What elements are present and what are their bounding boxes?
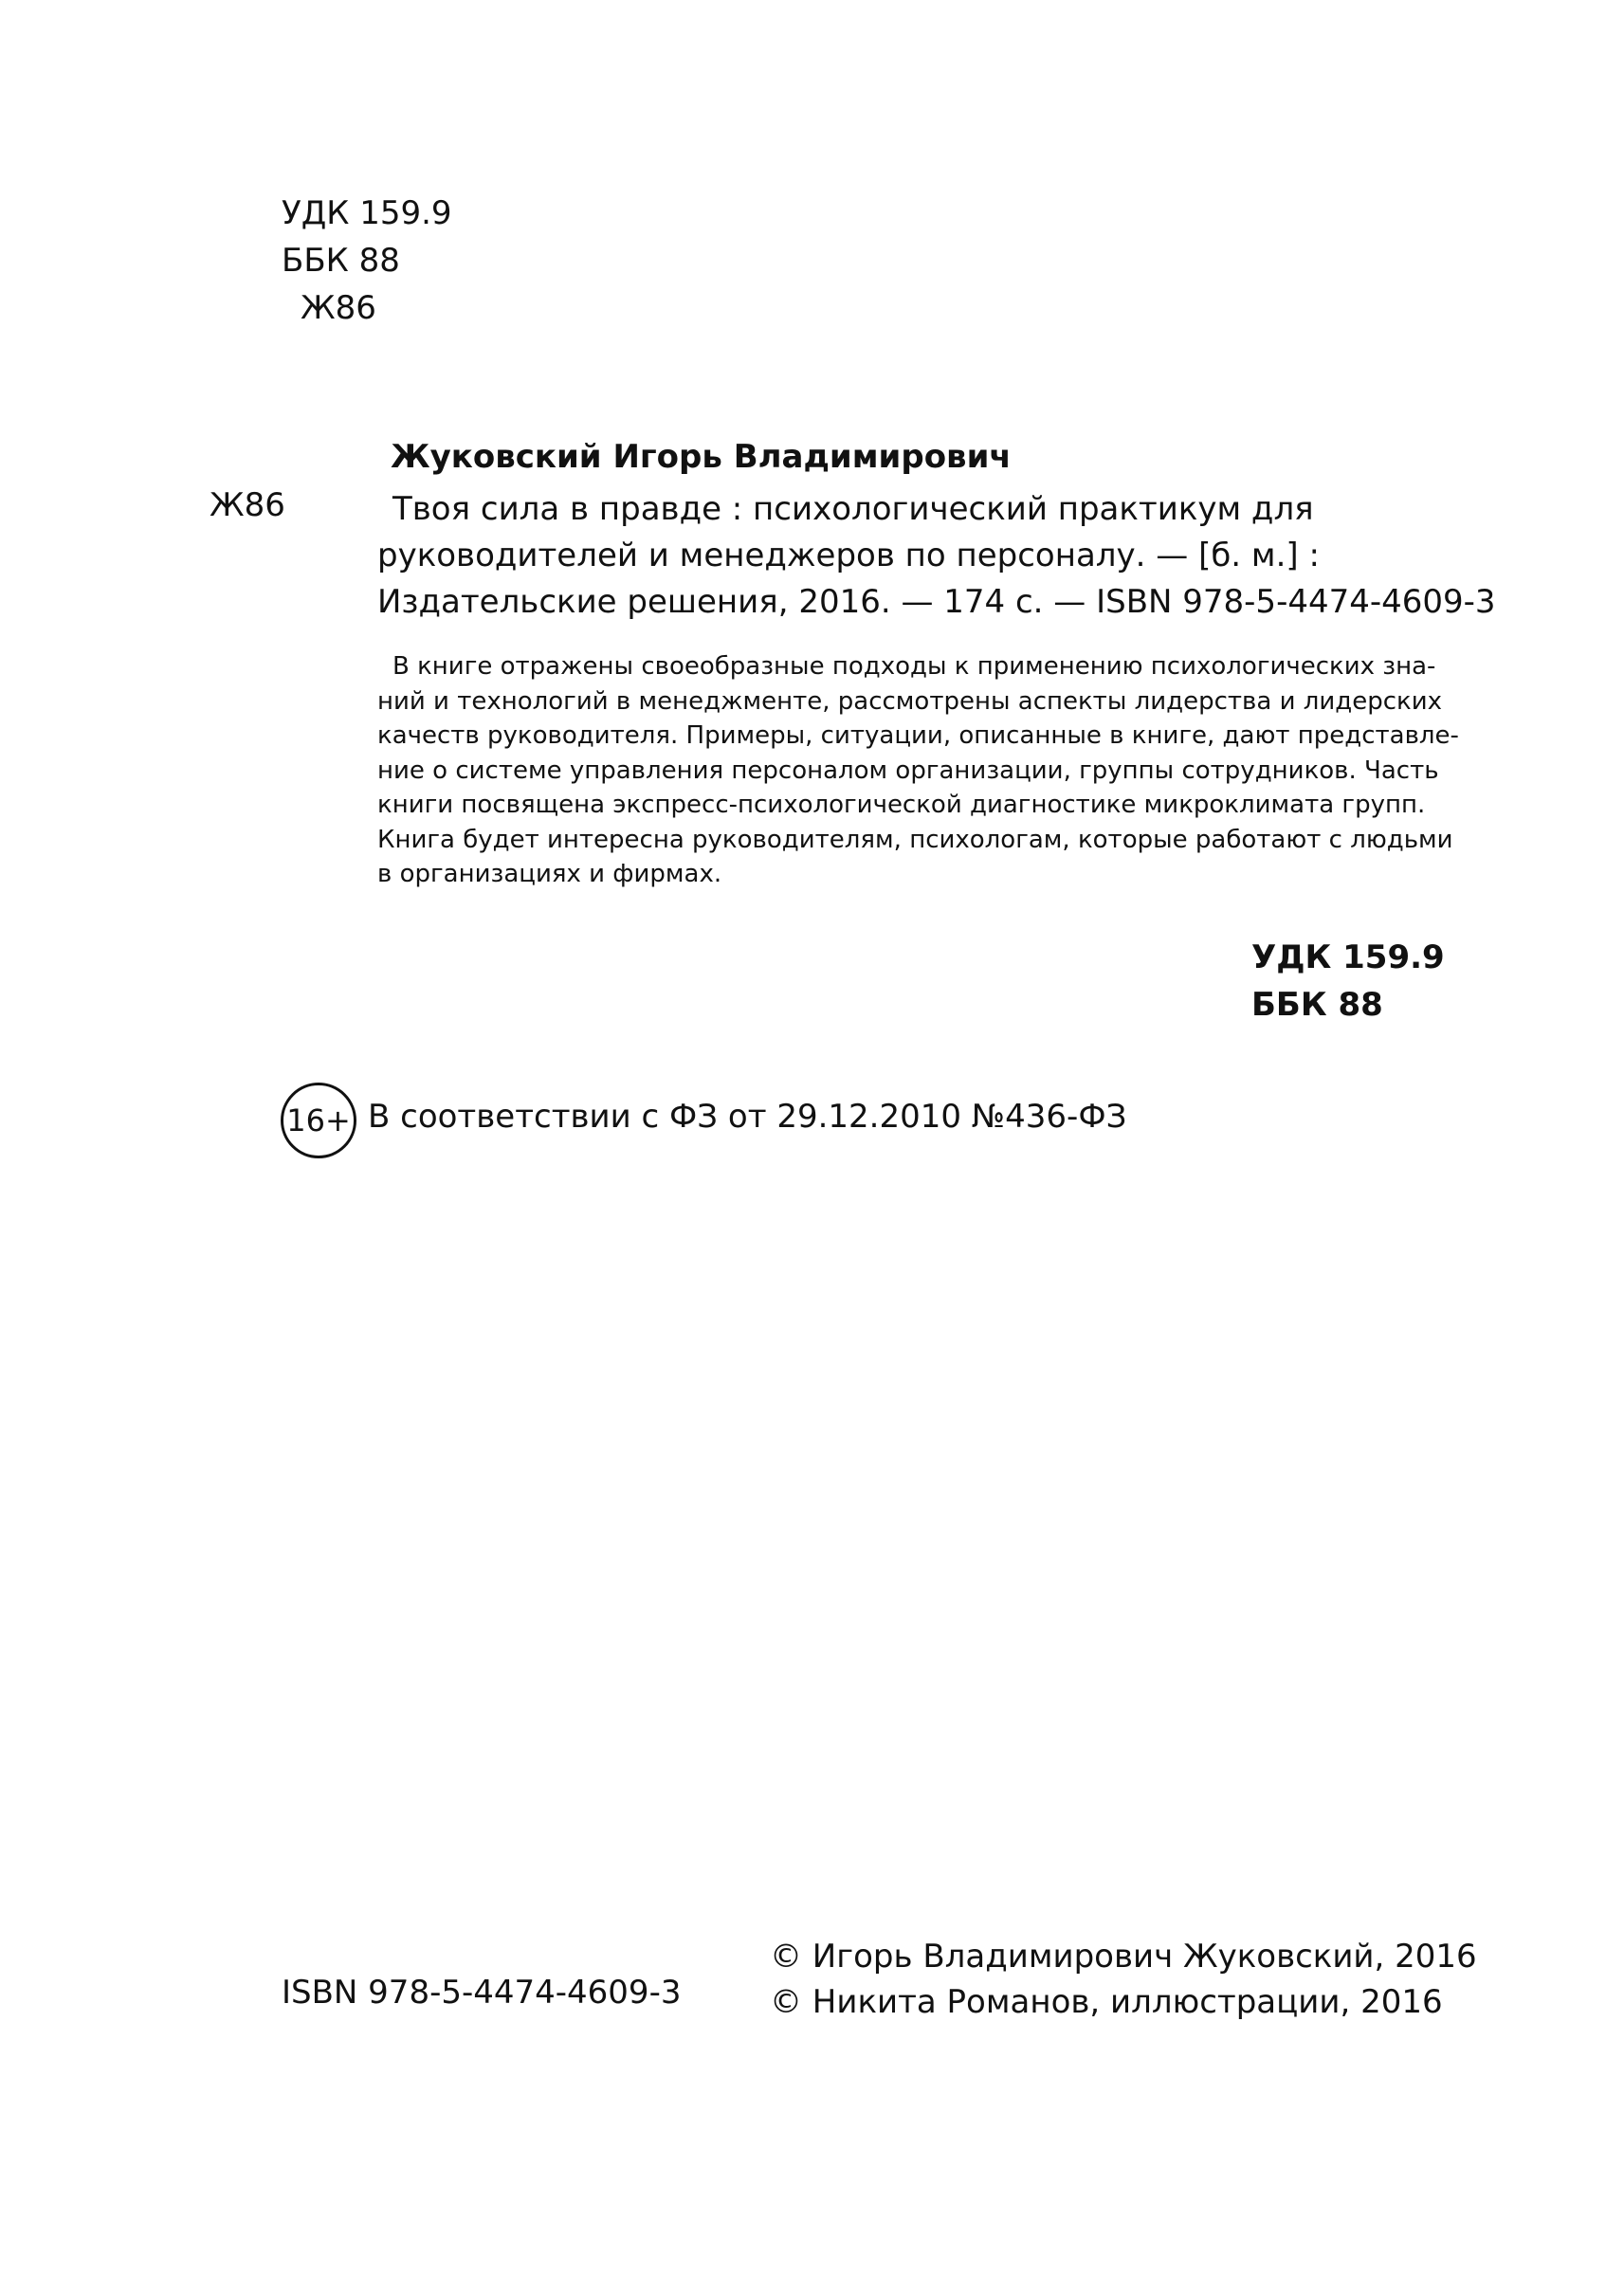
annotation-line-1: В книге отражены своеобразные подходы к применению психологических зна- [392, 652, 1436, 681]
copyright-block [770, 1934, 1477, 2025]
annotation [377, 649, 1459, 892]
record-author: Жуковский Игорь Владимирович [391, 438, 1012, 476]
record-line-3: Издательские решения, 2016. — 174 с. — ISBN 978-5-4474-4609-3 [377, 583, 1496, 621]
annotation-line-4: ние о системе управления персоналом организации, группы сотрудников. Часть [377, 756, 1439, 785]
classification-udk: УДК 159.9 [1251, 938, 1445, 976]
record-side-code: Ж86 [210, 486, 285, 524]
header-udk: УДК 159.9 [282, 194, 452, 232]
age-rating-text: В соответствии с ФЗ от 29.12.2010 №436-ФЗ [368, 1098, 1127, 1136]
copyright-line-1: © Игорь Владимирович Жуковский, 2016 [770, 1938, 1477, 1976]
annotation-line-7: в организациях и фирмах. [377, 860, 722, 888]
annotation-line-6: Книга будет интересна руководителям, психологам, которые работают с людьми [377, 825, 1453, 854]
classification-codes [1251, 934, 1445, 1029]
age-rating-badge-text: 16+ [286, 1102, 351, 1138]
footer-isbn: ISBN 978-5-4474-4609-3 [282, 1974, 682, 2012]
header-author-sign: Ж86 [301, 289, 376, 327]
annotation-line-5: книги посвящена экспресс-психологической диагностике микроклимата групп. [377, 791, 1426, 819]
classification-bbk: ББК 88 [1251, 986, 1383, 1024]
annotation-line-2: ний и технологий в менеджменте, рассмотрены аспекты лидерства и лидерских [377, 686, 1443, 716]
annotation-line-3: качеств руководителя. Примеры, ситуации, описанные в книге, дают представле- [377, 721, 1459, 750]
record-line-1: Твоя сила в правде : психологический практикум для [392, 490, 1314, 528]
record-line-2: руководителей и менеджеров по персоналу. — [б. м.] : [377, 537, 1320, 574]
age-rating-badge [281, 1083, 356, 1158]
header-bbk: ББК 88 [282, 242, 400, 280]
bibliographic-record [377, 486, 1496, 626]
header-codes [282, 190, 452, 332]
copyright-line-2: © Никита Романов, иллюстрации, 2016 [770, 1983, 1443, 2021]
